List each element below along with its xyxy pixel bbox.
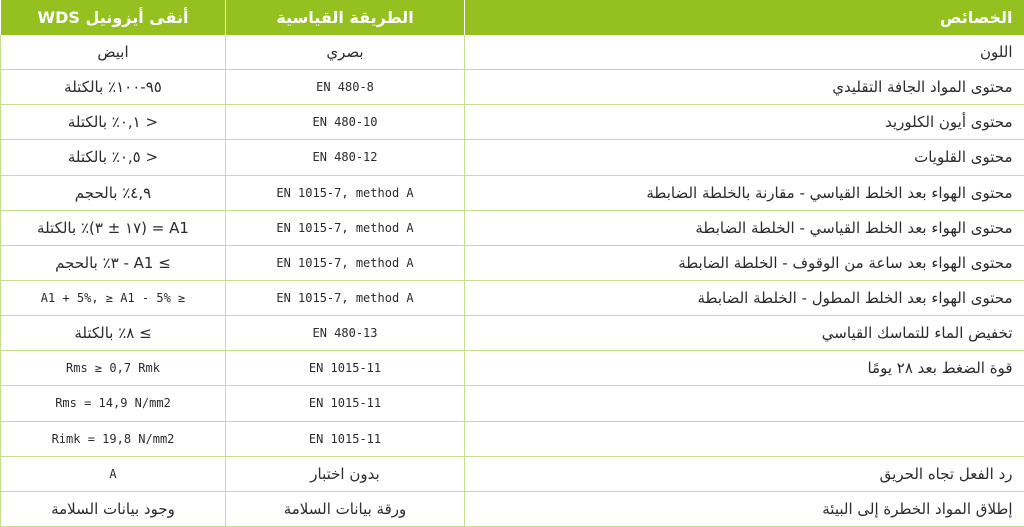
property-cell: تخفيض الماء للتماسك القياسي <box>465 316 1024 351</box>
table-row <box>1 351 1024 386</box>
method-cell: بصري <box>226 35 465 70</box>
value-cell: A <box>1 456 226 491</box>
header-properties: الخصائص <box>465 0 1024 35</box>
value-cell: وجود بيانات السلامة <box>1 491 226 526</box>
property-cell <box>465 386 1024 421</box>
method-cell: EN 480-13 <box>226 316 465 351</box>
table-row <box>1 175 1024 210</box>
value-cell: ٩٥-١٠٠٪ بالكتلة <box>1 70 226 105</box>
table-row <box>1 421 1024 456</box>
property-cell: قوة الضغط بعد ٢٨ يومًا <box>465 351 1024 386</box>
value-cell: Rms ≥ 0,7 Rmk <box>1 351 226 386</box>
header-row <box>1 0 1024 35</box>
header-product: أنقى أيزونيل WDS <box>1 0 226 35</box>
method-cell: EN 1015-11 <box>226 386 465 421</box>
method-cell: EN 1015-7, method A <box>226 245 465 280</box>
table-row <box>1 210 1024 245</box>
header-standard-method: الطريقة القياسية <box>226 0 465 35</box>
value-cell: < ٠,١٪ بالكتلة <box>1 105 226 140</box>
property-cell: محتوى الهواء بعد الخلط المطول - الخلطة الضابطة <box>465 280 1024 315</box>
table-row <box>1 280 1024 315</box>
property-cell: رد الفعل تجاه الحريق <box>465 456 1024 491</box>
table-row <box>1 316 1024 351</box>
table-row <box>1 35 1024 70</box>
table-row <box>1 491 1024 526</box>
property-cell: محتوى الهواء بعد الخلط القياسي - الخلطة الضابطة <box>465 210 1024 245</box>
table-row <box>1 386 1024 421</box>
value-cell: ٤,٩٪ بالحجم <box>1 175 226 210</box>
table-row <box>1 245 1024 280</box>
method-cell: EN 1015-7, method A <box>226 280 465 315</box>
value-cell: < ٠,٥٪ بالكتلة <box>1 140 226 175</box>
method-cell: EN 1015-7, method A <box>226 210 465 245</box>
table-row <box>1 456 1024 491</box>
value-cell: ≥ ٨٪ بالكتلة <box>1 316 226 351</box>
property-cell: محتوى المواد الجافة التقليدي <box>465 70 1024 105</box>
property-cell: محتوى الهواء بعد ساعة من الوقوف - الخلطة الضابطة <box>465 245 1024 280</box>
method-cell: EN 1015-11 <box>226 421 465 456</box>
value-cell: ≤ A1 + 5%, ≥ A1 - 5% <box>1 280 226 315</box>
table-row <box>1 105 1024 140</box>
value-cell: Rimk = 19,8 N/mm2 <box>1 421 226 456</box>
table-row <box>1 70 1024 105</box>
property-cell <box>465 421 1024 456</box>
method-cell: EN 1015-11 <box>226 351 465 386</box>
property-cell: محتوى القلويات <box>465 140 1024 175</box>
method-cell: EN 1015-7, method A <box>226 175 465 210</box>
table-row <box>1 140 1024 175</box>
value-cell: Rms = 14,9 N/mm2 <box>1 386 226 421</box>
method-cell: EN 480-10 <box>226 105 465 140</box>
property-cell: إطلاق المواد الخطرة إلى البيئة <box>465 491 1024 526</box>
method-cell: EN 480-12 <box>226 140 465 175</box>
property-cell: محتوى أيون الكلوريد <box>465 105 1024 140</box>
property-cell: اللون <box>465 35 1024 70</box>
method-cell: EN 480-8 <box>226 70 465 105</box>
method-cell: بدون اختبار <box>226 456 465 491</box>
method-cell: ورقة بيانات السلامة <box>226 491 465 526</box>
value-cell: A1 = (١٧ ± ٣)٪ بالكتلة <box>1 210 226 245</box>
value-cell: ابيض <box>1 35 226 70</box>
value-cell: ≥ A1 - ٣٪ بالحجم <box>1 245 226 280</box>
property-cell: محتوى الهواء بعد الخلط القياسي - مقارنة بالخلطة الضابطة <box>465 175 1024 210</box>
